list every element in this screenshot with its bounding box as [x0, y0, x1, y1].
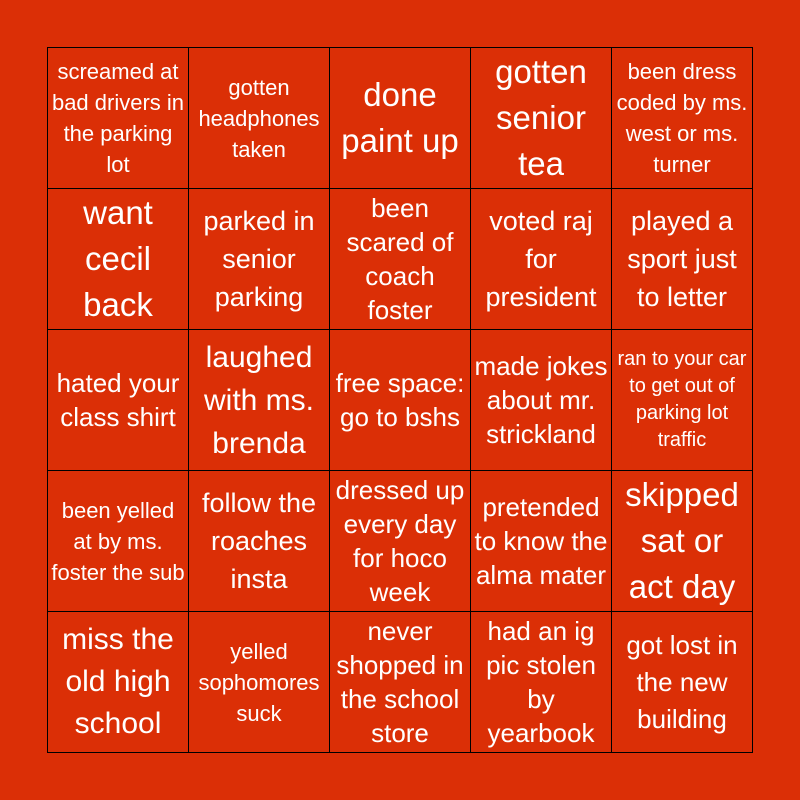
cell-text: gotten headphones taken	[198, 74, 320, 162]
bingo-cell[interactable]	[48, 189, 189, 330]
bingo-cell[interactable]	[189, 612, 330, 753]
bingo-cell[interactable]	[612, 189, 753, 330]
cell-text: never shopped in the school store	[336, 616, 464, 748]
cell-text: voted raj for president	[485, 206, 597, 312]
bingo-cell[interactable]	[471, 471, 612, 612]
cell-text: skipped sat or act day	[625, 476, 739, 605]
cell-text: parked in senior parking	[203, 206, 315, 312]
cell-text: got lost in the new building	[626, 629, 738, 734]
cell-text: follow the roaches insta	[201, 488, 317, 594]
bingo-cell[interactable]	[189, 189, 330, 330]
bingo-cell[interactable]	[189, 330, 330, 471]
cell-text: had an ig pic stolen by yearbook	[486, 616, 596, 748]
cell-text: pretended to know the alma mater	[474, 492, 608, 590]
bingo-cell[interactable]	[612, 471, 753, 612]
cell-text: made jokes about mr. strickland	[474, 351, 608, 449]
cell-text: gotten senior tea	[495, 53, 587, 182]
cell-text: screamed at bad drivers in the parking lot	[51, 59, 185, 177]
bingo-cell[interactable]	[48, 612, 189, 753]
cell-text: free space: go to bshs	[335, 368, 465, 432]
bingo-cell[interactable]	[330, 330, 471, 471]
bingo-cell[interactable]	[330, 612, 471, 753]
cell-text: ran to your car to get out of parking lot traffic	[617, 348, 747, 451]
bingo-cell[interactable]	[330, 471, 471, 612]
cell-text: been scared of coach foster	[346, 193, 454, 325]
bingo-cell[interactable]	[48, 471, 189, 612]
bingo-cell[interactable]	[48, 48, 189, 189]
cell-text: dressed up every day for hoco week	[335, 475, 465, 607]
cell-text: yelled sophomores suck	[198, 638, 320, 726]
bingo-board	[47, 47, 753, 753]
bingo-cell[interactable]	[471, 189, 612, 330]
bingo-cell[interactable]	[612, 48, 753, 189]
cell-text: been yelled at by ms. foster the sub	[51, 497, 185, 585]
bingo-cell[interactable]	[189, 48, 330, 189]
bingo-cell[interactable]	[471, 330, 612, 471]
bingo-cell[interactable]	[330, 48, 471, 189]
bingo-cell[interactable]	[612, 612, 753, 753]
cell-text: hated your class shirt	[56, 368, 180, 432]
cell-text: want cecil back	[83, 194, 153, 323]
cell-text: played a sport just to letter	[627, 206, 737, 312]
bingo-cell[interactable]	[330, 189, 471, 330]
bingo-cell[interactable]	[471, 48, 612, 189]
cell-text: been dress coded by ms. west or ms. turner	[616, 59, 748, 177]
cell-text: laughed with ms. brenda	[203, 340, 314, 460]
bingo-cell[interactable]	[612, 330, 753, 471]
bingo-cell[interactable]	[189, 471, 330, 612]
bingo-cell[interactable]	[471, 612, 612, 753]
cell-text: done paint up	[341, 76, 459, 159]
cell-text: miss the old high school	[62, 623, 174, 740]
bingo-cell[interactable]	[48, 330, 189, 471]
